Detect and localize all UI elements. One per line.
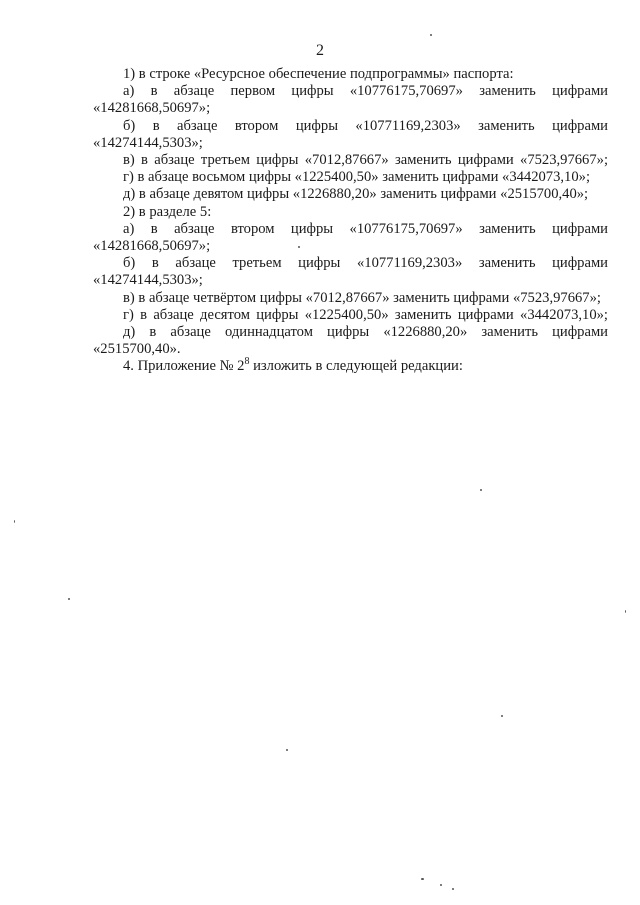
paragraph-3: б) в абзаце втором цифры «10771169,2303» заменить цифрами «14274144,5303»; — [93, 117, 608, 151]
paragraph-12: д) в абзаце одиннадцатом цифры «1226880,20» заменить цифрами «2515700,40». — [93, 324, 608, 358]
paragraph-11: г) в абзаце десятом цифры «1225400,50» заменить цифрами «3442073,10»; — [123, 306, 608, 323]
scan-speck — [440, 884, 442, 886]
scan-speck — [452, 888, 454, 890]
appendix-text-before: 4. Приложение № 2 — [123, 358, 245, 375]
scan-speck — [480, 489, 482, 491]
scan-speck — [14, 520, 15, 523]
paragraph-2: а) в абзаце первом цифры «10776175,70697» заменить цифрами «14281668,50697»; — [93, 83, 608, 117]
paragraph-5: г) в абзаце восьмом цифры «1225400,50» заменить цифрами «3442073,10»; — [123, 169, 590, 186]
scan-speck — [501, 715, 503, 717]
scan-speck — [68, 598, 70, 600]
paragraph-6: д) в абзаце девятом цифры «1226880,20» заменить цифрами «2515700,40»; — [123, 186, 589, 203]
scan-speck — [625, 610, 626, 613]
paragraph-7: 2) в разделе 5: — [123, 203, 212, 220]
paragraph-10: в) в абзаце четвёртом цифры «7012,87667» заменить цифрами «7523,97667»; — [123, 289, 601, 306]
paragraph-13 — [93, 358, 608, 375]
paragraph-9: б) в абзаце третьем цифры «10771169,2303» заменить цифрами «14274144,5303»; — [93, 255, 608, 289]
page-number: 2 — [316, 42, 324, 59]
paragraph-8: а) в абзаце втором цифры «10776175,70697» заменить цифрами «14281668,50697»; — [93, 220, 608, 255]
appendix-text-after: изложить в следующей редакции: — [249, 358, 463, 375]
scan-speck — [421, 878, 424, 880]
scan-speck — [430, 34, 432, 36]
appendix-superscript: 8 — [244, 356, 250, 368]
paragraph-1: 1) в строке «Ресурсное обеспечение подпрограммы» паспорта: — [123, 66, 514, 82]
scan-speck — [298, 246, 300, 248]
paragraph-4: в) в абзаце третьем цифры «7012,87667» заменить цифрами «7523,97667»; — [123, 152, 608, 169]
scan-speck — [286, 749, 288, 751]
document-body — [93, 66, 608, 376]
